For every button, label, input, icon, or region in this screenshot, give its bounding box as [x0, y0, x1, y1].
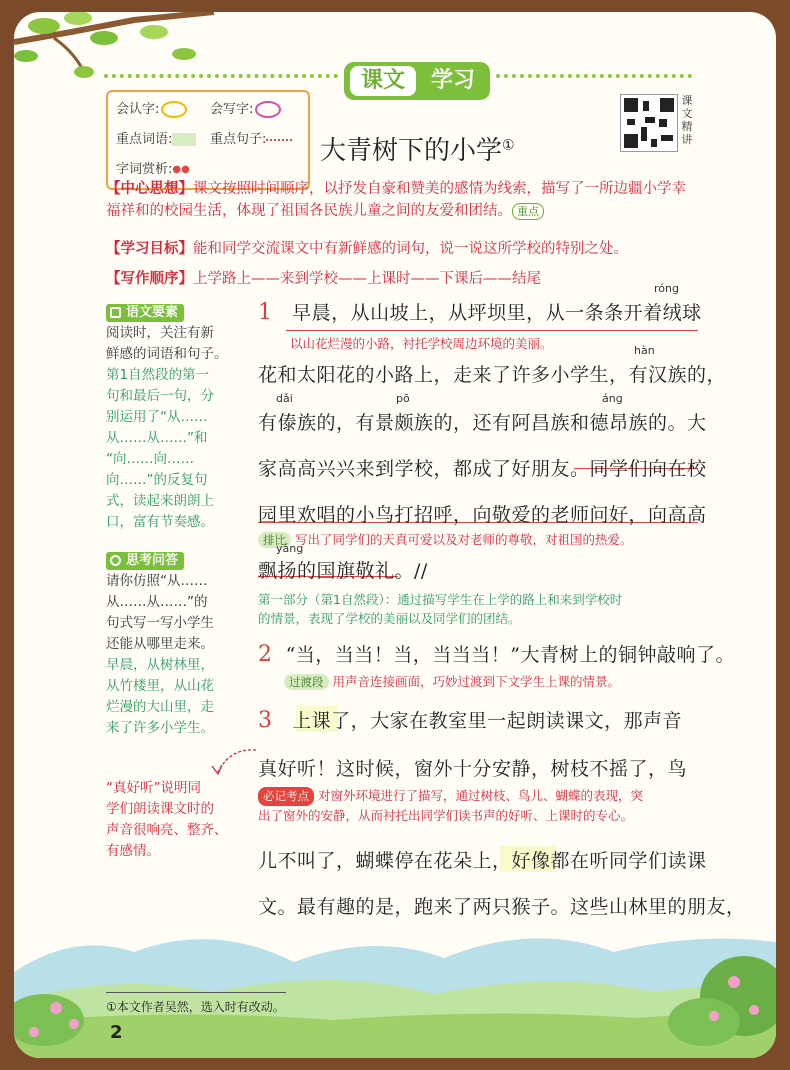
lesson-title: 大青树下的小学①	[320, 136, 515, 166]
elements-green-line: 句和最后一句，分	[106, 388, 214, 404]
goal-text: 能和同学交流课文中有新鲜感的词句，说一说这所学校的特别之处。	[193, 241, 628, 257]
elements-green-line: 式，读起来朗朗上	[106, 493, 214, 509]
qa-line: 从……从……”的	[106, 594, 208, 610]
order-label: 【写作顺序】	[106, 271, 193, 287]
goal-row	[106, 238, 628, 260]
qa-line: 请你仿照“从……	[106, 573, 208, 589]
elements-heading: 语文要素	[106, 304, 184, 322]
elements-green-line: 向……”的反复句	[106, 472, 208, 488]
text-line	[258, 640, 735, 667]
legend-write: 会写字:	[210, 98, 281, 118]
section-tag-right: 学习	[430, 68, 475, 93]
text-line-1: 早晨，从山坡上，从坪坝里，从一条条开着绒球	[292, 302, 702, 324]
callout-line: 声音很响亮、整齐、	[106, 822, 228, 838]
text-line-5: 园里欢唱的小鸟打招呼，向敬爱的老师问好，向高高	[258, 504, 707, 526]
legend-key-sentences: 重点句子:	[210, 128, 292, 147]
wavy-underline-icon	[266, 139, 292, 141]
theme-text-1: 课文按照时间顺序，以抒发自豪和赞美的感情为线索，描写了一所边疆小学幸	[193, 181, 686, 197]
annotation-note: 过渡段 用声音连接画面，巧妙过渡到下文学生上课的情景。	[284, 672, 620, 690]
qa-answer-line: 烂漫的大山里，走	[106, 699, 214, 715]
theme-row	[106, 178, 714, 222]
text-line-9: 真好听！这时候，窗外十分安静，树枝不摇了，鸟	[258, 758, 688, 780]
legend-recognize: 会认字:	[116, 98, 187, 118]
section-tag-left: 课文	[350, 66, 416, 96]
annotation-chip: 过渡段	[284, 674, 329, 690]
qa-answer-line: 从竹楼里，从山花	[106, 678, 214, 694]
text-line-2: 花和太阳花的小路上，走来了许多小学生，有汉族的，	[258, 364, 727, 386]
paragraph-number: 3	[258, 708, 273, 733]
text-line-11: 文。最有趣的是，跑来了两只猴子。这些山林里的朋友，	[258, 896, 746, 918]
paragraph-number: 2	[258, 642, 273, 667]
text-line	[258, 298, 702, 325]
green-highlight-swatch	[172, 133, 196, 146]
annotation-note: 必记考点 对窗外环境进行了描写，通过树枝、鸟儿、蝴蝶的表现，突 出了窗外的安静，从而衬托出同学们读书声的好听、上课时的专心。	[258, 788, 644, 823]
annotation-note: 以山花烂漫的小路，衬托学校周边环境的美丽。	[290, 336, 553, 351]
wavy-underline	[286, 330, 698, 331]
goal-label: 【学习目标】	[106, 241, 193, 257]
callout-line: 学们朗读课文时的	[106, 801, 214, 817]
section-tag	[344, 62, 490, 100]
elements-line: 阅读时，关注有新	[106, 325, 214, 341]
pinyin-rong: róng	[654, 282, 679, 295]
theme-label: 【中心思想】	[106, 181, 193, 197]
legend-appreciation: 字词赏析:●●	[116, 162, 190, 177]
text-line-8: 上课了，大家在教室里一起朗读课文，那声音	[292, 710, 683, 732]
pinyin-ang: áng	[602, 392, 623, 405]
annotation-chip: 排比	[258, 532, 291, 548]
lightbulb-icon	[110, 555, 121, 566]
annotation-note: 排比 写出了同学们的天真可爱以及对老师的尊敬，对祖国的热爱。	[258, 530, 633, 548]
footnote-divider	[106, 992, 286, 993]
book-icon	[110, 307, 121, 318]
dots-mark-icon: ●●	[172, 164, 190, 175]
pinyin-han: hàn	[634, 344, 655, 357]
elements-green-line: 口，富有节奏感。	[106, 514, 214, 530]
page-number: 2	[110, 1022, 123, 1043]
text-line-10: 儿不叫了，蝴蝶停在花朵上，好像都在听同学们读课	[258, 850, 707, 872]
pink-oval-icon	[255, 101, 281, 118]
text-line-4: 家高高兴兴来到学校，都成了好朋友。同学们向在校	[258, 458, 707, 480]
pinyin-yang: yáng	[276, 542, 304, 555]
callout-line: 有感情。	[106, 843, 160, 859]
text-line-3: 有傣族的，有景颇族的，还有阿昌族和德昂族的。大	[258, 412, 707, 434]
theme-badge: 重点	[512, 203, 544, 220]
legend-box	[106, 90, 310, 190]
header-dotted-line-left	[104, 74, 338, 78]
sidebar-qa	[106, 550, 246, 739]
paragraph-number: 1	[258, 300, 273, 325]
part-summary: 第一部分（第1自然段）：通过描写学生在上学的路上和来到学校时 的情景，表现了学校的美丽以及同学们的团结。	[258, 592, 623, 626]
qa-answer-line: 来了许多小学生。	[106, 720, 214, 736]
text-line	[258, 706, 682, 733]
elements-green-line: 第1自然段的第一	[106, 367, 210, 383]
elements-green-line: 从……从……”和	[106, 430, 208, 446]
text-line-7: “当，当当！当，当当当！”大青树上的铜钟敲响了。	[285, 644, 736, 666]
qa-line: 句式写一写小学生	[106, 615, 214, 631]
callout-line: “真好听”说明同	[106, 780, 201, 796]
text-line-6: 飘扬的国旗敬礼。//	[258, 560, 428, 582]
elements-line: 鲜感的词语和句子。	[106, 346, 228, 362]
textbook-page	[14, 12, 776, 1058]
callout-arrow-icon	[200, 744, 260, 780]
landscape-illustration	[14, 912, 776, 1058]
theme-text-2: 福祥和的校园生活，体现了祖国各民族儿童之间的友爱和团结。	[106, 203, 512, 219]
qa-line: 还能从哪里走来。	[106, 636, 214, 652]
yellow-oval-icon	[161, 101, 187, 118]
elements-green-line: 别运用了“从……	[106, 409, 208, 425]
qr-label: 课文精讲	[681, 94, 693, 146]
pinyin-po: pō	[396, 392, 410, 405]
pinyin-dai: dǎi	[276, 392, 293, 405]
exam-point-chip: 必记考点	[258, 787, 314, 806]
sidebar-callout	[106, 778, 246, 862]
tree-branch-illustration	[14, 12, 214, 92]
header-dotted-line-right	[496, 74, 692, 78]
qa-heading: 思考问答	[106, 552, 184, 570]
footnote: ①本文作者吴然，选入时有改动。	[106, 1000, 285, 1014]
order-row	[106, 268, 541, 290]
elements-green-line: “向……向……	[106, 451, 194, 467]
qr-code-icon[interactable]	[620, 94, 678, 152]
legend-key-words: 重点词语:	[116, 128, 196, 147]
qa-answer-line: 早晨，从树林里，	[106, 657, 214, 673]
sidebar-elements	[106, 302, 246, 533]
order-text: 上学路上——来到学校——上课时——下课后——结尾	[193, 271, 541, 287]
